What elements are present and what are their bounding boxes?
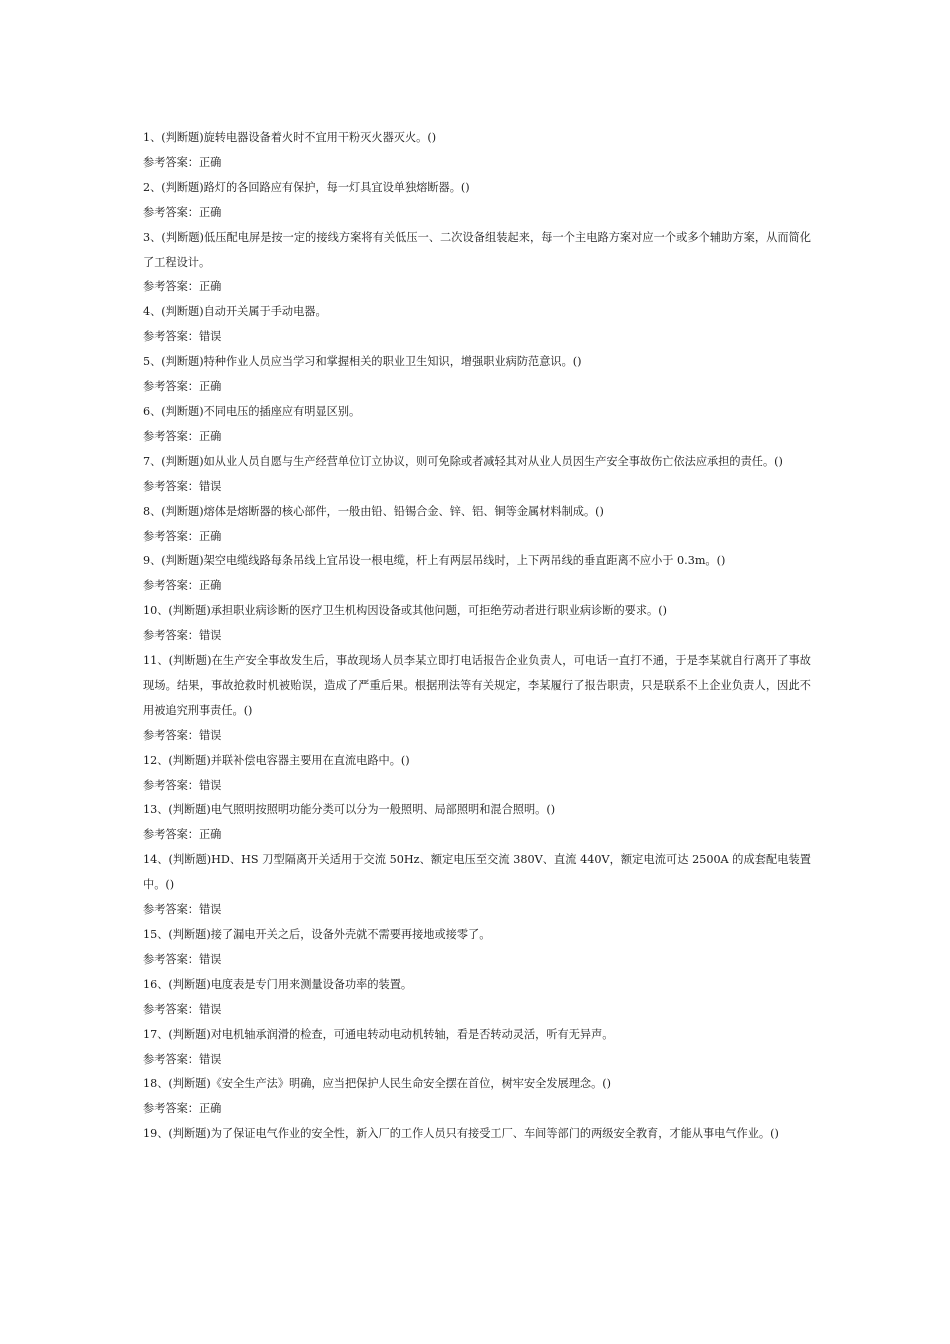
document-page — [143, 126, 811, 1147]
answer-text: 参考答案：正确 — [143, 380, 222, 394]
answer-text: 参考答案：错误 — [143, 903, 222, 917]
answer-text: 参考答案：正确 — [143, 1102, 222, 1116]
answer-text: 参考答案：正确 — [143, 828, 222, 842]
question-text: 9、(判断题)架空电缆线路每条吊线上宜吊设一根电缆，杆上有两层吊线时，上下两吊线的垂直距离不应小于 0.3m。() — [143, 554, 726, 568]
answer-text: 参考答案：正确 — [143, 429, 222, 443]
answer-text: 参考答案：正确 — [143, 280, 222, 294]
question-text: 5、(判断题)特种作业人员应当学习和掌握相关的职业卫生知识，增强职业病防范意识。() — [143, 355, 582, 369]
question-text: 18、(判断题)《安全生产法》明确，应当把保护人民生命安全摆在首位，树牢安全发展理念。() — [143, 1077, 612, 1091]
question-text: 19、(判断题)为了保证电气作业的安全性，新入厂的工作人员只有接受工厂、车间等部门的两级安全教育，才能从事电气作业。() — [143, 1127, 779, 1141]
answer-text: 参考答案：正确 — [143, 579, 222, 593]
question-text: 11、(判断题)在生产安全事故发生后，事故现场人员李某立即打电话报告企业负责人，可电话一直打不通，于是李某就自行离开了事故现场。结果，事故抢救时机被贻误，造成了严重后果。根据刑法等有关规定，李某履行了报告职责，只是联系不上企业负责人，因此不用被追究刑事责任。() — [143, 654, 811, 717]
question-text: 13、(判断题)电气照明按照明功能分类可以分为一般照明、局部照明和混合照明。() — [143, 803, 556, 817]
question-text: 2、(判断题)路灯的各回路应有保护，每一灯具宜设单独熔断器。() — [143, 180, 470, 194]
question-text: 15、(判断题)接了漏电开关之后，设备外壳就不需要再接地或接零了。 — [143, 928, 491, 941]
answer-text: 参考答案：正确 — [143, 155, 222, 169]
answer-text: 参考答案：正确 — [143, 205, 222, 219]
question-text: 3、(判断题)低压配电屏是按一定的接线方案将有关低压一、二次设备组装起来，每一个主电路方案对应一个或多个辅助方案，从而简化了工程设计。 — [143, 230, 811, 269]
answer-text: 参考答案：错误 — [143, 1052, 222, 1066]
answer-text: 参考答案：错误 — [143, 330, 222, 344]
answer-text: 参考答案：错误 — [143, 952, 222, 966]
question-text: 6、(判断题)不同电压的插座应有明显区别。 — [143, 404, 361, 418]
answer-text: 参考答案：错误 — [143, 1002, 222, 1016]
question-text: 14、(判断题)HD、HS 刀型隔离开关适用于交流 50Hz、额定电压至交流 380V、直流 440V，额定电流可达 2500A 的成套配电装置中。() — [143, 853, 811, 892]
question-text: 8、(判断题)熔体是熔断器的核心部件，一般由铅、铅锡合金、锌、铝、铜等金属材料制成。() — [143, 504, 604, 518]
question-text: 7、(判断题)如从业人员自愿与生产经营单位订立协议，则可免除或者减轻其对从业人员因生产安全事故伤亡依法应承担的责任。() — [143, 454, 783, 468]
question-text: 10、(判断题)承担职业病诊断的医疗卫生机构因设备或其他问题，可拒绝劳动者进行职业病诊断的要求。() — [143, 604, 667, 618]
question-text: 1、(判断题)旋转电器设备着火时不宜用干粉灭火器灭火。() — [143, 131, 437, 144]
answer-text: 参考答案：错误 — [143, 728, 222, 742]
answer-text: 参考答案：正确 — [143, 529, 222, 543]
question-text: 17、(判断题)对电机轴承润滑的检查，可通电转动电动机转轴，看是否转动灵活，听有无异声。 — [143, 1027, 614, 1041]
answer-text: 参考答案：错误 — [143, 479, 222, 493]
answer-text: 参考答案：错误 — [143, 629, 222, 643]
answer-text: 参考答案：错误 — [143, 778, 222, 792]
question-text: 16、(判断题)电度表是专门用来测量设备功率的装置。 — [143, 977, 413, 991]
question-text: 4、(判断题)自动开关属于手动电器。 — [143, 305, 327, 319]
question-text: 12、(判断题)并联补偿电容器主要用在直流电路中。() — [143, 753, 410, 767]
